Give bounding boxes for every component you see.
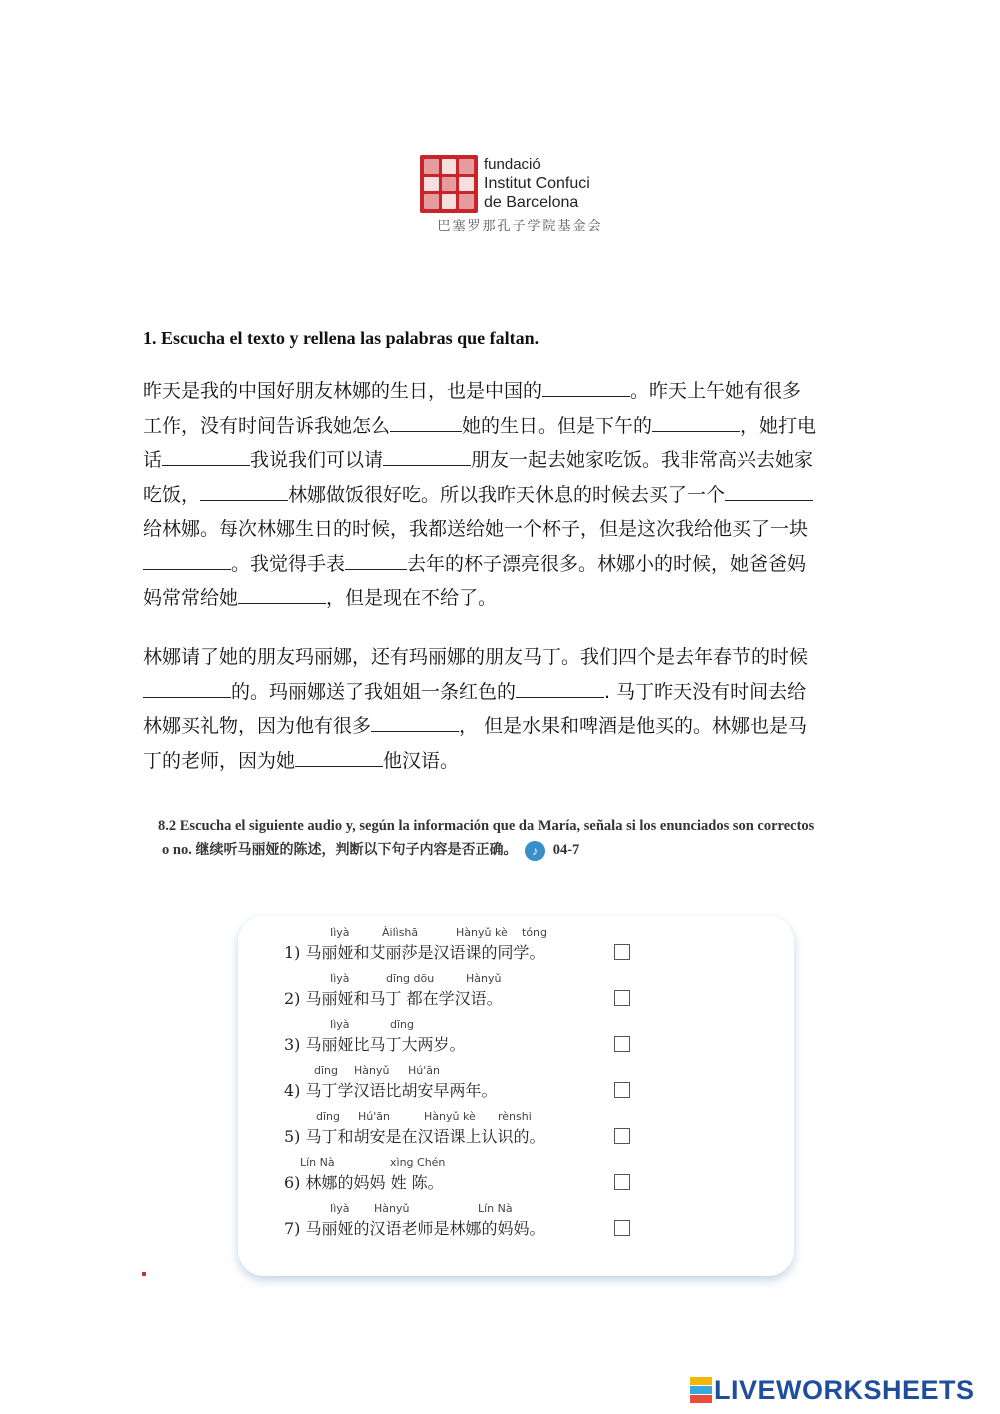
text-segment: 林娜做饭很好吃。所以我昨天休息的时候去买了一个 (288, 483, 726, 506)
pinyin-annotation: Lín Nà (300, 1156, 335, 1169)
blank-input[interactable] (295, 748, 383, 767)
text-segment: . 马丁昨天没有时间去给 (604, 680, 807, 703)
text-segment: 林娜请了她的朋友玛丽娜，还有玛丽娜的朋友马丁。我们四个是去年春节的时候 (143, 646, 809, 668)
pinyin-annotation: Lín Nà (478, 1202, 513, 1215)
logo-text (484, 155, 590, 212)
blank-input[interactable] (345, 551, 407, 570)
text-segment: ，她打电 (740, 414, 817, 437)
text-segment: 朋友一起去她家吃饭。我非常高兴去她家 (471, 449, 814, 471)
checkbox[interactable] (614, 1220, 630, 1236)
exercise-8-2-header (158, 818, 858, 861)
pinyin-annotation: Iìyà (330, 972, 350, 985)
text-line (143, 547, 863, 582)
blank-input[interactable] (143, 679, 231, 698)
pinyin-annotation: Iìyà (330, 1018, 350, 1031)
text-segment: 工作，没有时间告诉我她怎么 (143, 414, 391, 437)
checkbox[interactable] (614, 1174, 630, 1190)
statement-text: 4) 马丁学汉语比胡安早两年。 (284, 1081, 498, 1100)
logo-line-2: Institut Confuci (484, 175, 590, 192)
checkbox[interactable] (614, 990, 630, 1006)
exercise-8-2-title: 8.2 Escucha el siguiente audio y, según la información que da María, señala si los enunciados son correctos (158, 818, 815, 834)
exercise-1-paragraph-1 (143, 374, 863, 616)
pinyin-annotation: Hànyǔ (354, 1064, 390, 1077)
blank-input[interactable] (162, 447, 250, 466)
logo-subtitle: 巴塞罗那孔子学院基金会 (437, 219, 603, 234)
statement-text: 2) 马丽娅和马丁 都在学汉语。 (284, 989, 503, 1008)
pinyin-annotation: Hànyǔ (374, 1202, 410, 1215)
statement-text: 1) 马丽娅和艾丽莎是汉语课的同学。 (284, 943, 546, 962)
text-segment: 她的生日。但是下午的 (462, 414, 653, 437)
blank-input[interactable] (200, 482, 288, 501)
statement-text: 3) 马丽娅比马丁大两岁。 (284, 1035, 466, 1054)
exercise-1-paragraph-2 (143, 640, 863, 778)
blank-input[interactable] (143, 551, 231, 570)
subtitle-es: o no. (162, 842, 192, 858)
text-line (143, 640, 863, 675)
pinyin-annotation: Iìyà (330, 1202, 350, 1215)
statement-text: 5) 马丁和胡安是在汉语课上认识的。 (284, 1127, 546, 1146)
text-segment: 去年的杯子漂亮很多。林娜小的时候，她爸爸妈 (407, 552, 807, 575)
text-segment: 我说我们可以请 (250, 449, 384, 471)
blank-input[interactable] (371, 713, 459, 732)
exercise-1-title: 1. Escucha el texto y rellena las palabras que faltan. (143, 328, 540, 348)
institute-logo (420, 155, 620, 235)
blank-input[interactable] (652, 413, 740, 432)
text-segment: 妈常常给她 (143, 587, 239, 609)
blank-input[interactable] (725, 482, 813, 501)
blank-input[interactable] (542, 378, 630, 397)
statement-text: 7) 马丽娅的汉语老师是林娜的妈妈。 (284, 1219, 546, 1238)
blank-input[interactable] (516, 679, 604, 698)
text-segment: ，但是现在不给了。 (326, 587, 498, 609)
text-segment: 的。玛丽娜送了我姐姐一条红色的 (231, 680, 517, 703)
text-segment: ， 但是水果和啤酒是他买的。林娜也是马 (459, 715, 808, 737)
red-mark (142, 1272, 146, 1276)
exercise-8-2-subtitle (162, 839, 858, 861)
text-segment: 给林娜。每次林娜生日的时候，我都送给她一个杯子，但是这次我给他买了一块 (143, 518, 809, 540)
pinyin-annotation: dīng (314, 1064, 338, 1077)
checkbox[interactable] (614, 1082, 630, 1098)
text-line (143, 409, 863, 444)
pinyin-annotation: Àilìshā (382, 926, 419, 939)
text-segment: 林娜买礼物，因为他有很多 (143, 715, 372, 737)
logo-line-1: fundació (484, 156, 541, 173)
liveworksheets-watermark (690, 1375, 975, 1405)
checkbox[interactable] (614, 1036, 630, 1052)
liveworksheets-icon (690, 1377, 712, 1403)
text-segment: 他汉语。 (383, 749, 460, 772)
text-line (143, 744, 863, 779)
audio-cd-icon: ♪ (525, 841, 545, 861)
text-segment: 吃饭， (143, 483, 201, 506)
pinyin-annotation: tóng (522, 926, 547, 939)
text-segment: 昨天是我的中国好朋友林娜的生日，也是中国的 (143, 380, 543, 402)
pinyin-annotation: dīng dōu (386, 972, 435, 985)
pinyin-annotation: Iìyà (330, 926, 350, 939)
blank-input[interactable] (383, 447, 471, 466)
pinyin-annotation: dīng (316, 1110, 340, 1123)
blank-input[interactable] (390, 413, 462, 432)
checkbox[interactable] (614, 944, 630, 960)
text-line (143, 443, 863, 478)
pinyin-annotation: Hànyǔ kè (424, 1110, 476, 1123)
pinyin-annotation: Hú'ān (358, 1110, 390, 1123)
text-segment: 话 (143, 449, 163, 471)
text-line (143, 581, 863, 616)
subtitle-cn: 继续听马丽娅的陈述，判断以下句子内容是否正确。 (195, 842, 518, 858)
pinyin-annotation: rènshi (498, 1110, 532, 1123)
text-line (143, 709, 863, 744)
logo-line-3: de Barcelona (484, 194, 579, 211)
text-segment: 。我觉得手表 (231, 552, 346, 575)
checkbox[interactable] (614, 1128, 630, 1144)
text-line (143, 512, 863, 547)
blank-input[interactable] (238, 585, 326, 604)
watermark-text: LIVEWORKSHEETS (714, 1374, 975, 1405)
text-line (143, 675, 863, 710)
text-line (143, 374, 863, 409)
seal-icon (420, 155, 478, 213)
text-line (143, 478, 863, 513)
pinyin-annotation: Hú'ān (408, 1064, 440, 1077)
pinyin-annotation: Hànyǔ kè (456, 926, 508, 939)
text-segment: 。昨天上午她有很多 (630, 380, 802, 402)
pinyin-annotation: xìng Chén (390, 1156, 446, 1169)
text-segment: 丁的老师，因为她 (143, 749, 296, 772)
pinyin-annotation: dīng (390, 1018, 414, 1031)
statement-text: 6) 林娜的妈妈 姓 陈。 (284, 1173, 444, 1192)
pinyin-annotation: Hànyǔ (466, 972, 502, 985)
audio-track-number: 04-7 (552, 842, 580, 858)
